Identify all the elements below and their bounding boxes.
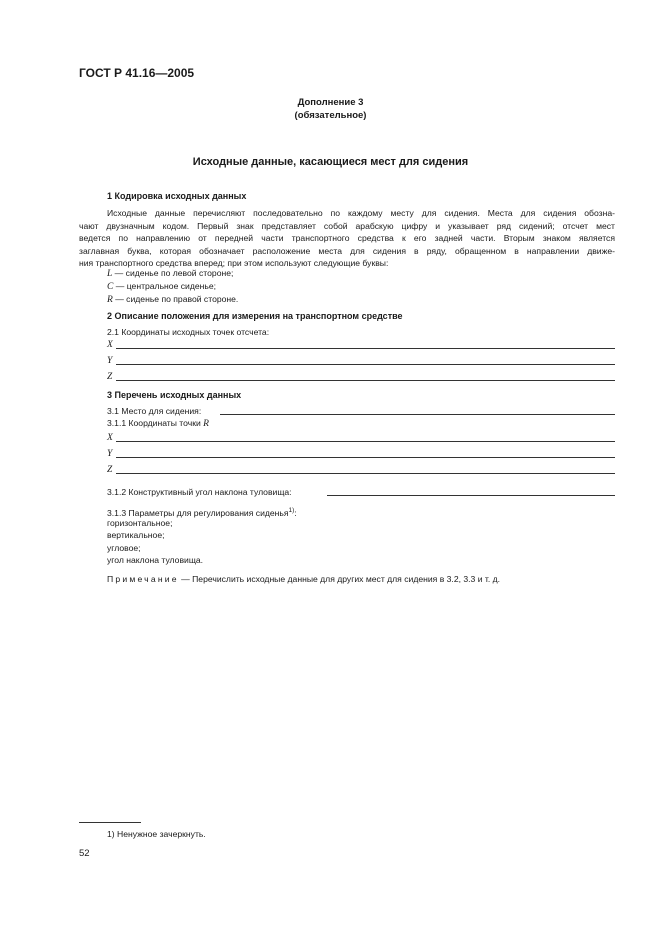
section2-heading: 2 Описание положения для измерения на транспортном средстве [107,311,403,321]
footnote: 1) Ненужное зачеркнуть. [107,829,206,839]
page-number: 52 [79,848,90,859]
paragraph-line: ведется по направлению от передней части транспортного средства к его задней части. Вторым знаком является [79,233,615,244]
letter-code: L [107,269,113,279]
item-adjustment-params: 3.1.3 Параметры для регулирования сиденья$^{1)}$: [107,507,297,518]
letter-description: — центральное сиденье; [113,281,217,291]
item-seat-place: 3.1 Место для сидения: [107,406,202,416]
axis-label-z: Z [107,465,113,475]
fill-line-y[interactable] [116,457,615,458]
paragraph-continuation [79,220,615,270]
letter-code-row [107,280,216,294]
note [107,573,500,586]
paragraph-line: Исходные данные перечисляют последовательно по каждому месту для сидения. Места для сидения обозна- [107,208,615,218]
adjustment-item: горизонтальное; [107,518,173,528]
point-r-label: R [203,419,209,429]
fill-line-x[interactable] [116,441,615,442]
footnote-divider [79,822,141,823]
axis-label-y: Y [107,356,113,366]
axis-label-z: Z [107,372,113,382]
annex-status: (обязательное) [294,110,367,121]
page-title: Исходные данные, касающиеся мест для сидения [192,156,469,168]
adjustment-item: угловое; [107,543,141,553]
section1-heading: 1 Кодировка исходных данных [107,191,247,201]
fill-line-z[interactable] [116,473,615,474]
letter-description: — сиденье по правой стороне. [112,294,239,304]
document-header: ГОСТ Р 41.16—2005 [79,66,195,80]
paragraph-line: заглавная буква, которая обозначает расположение места для сидения в ряду, обращенном в направлении движе- [79,245,615,256]
note-text: — Перечислить исходные данные для других мест для сидения в 3.2, 3.3 и т. д. [178,574,501,584]
fill-line-y[interactable] [116,364,615,365]
fill-line-z[interactable] [116,380,615,381]
footnote-ref[interactable]: 1) [288,507,295,514]
axis-label-x: X [107,433,113,443]
section2-item: 2.1 Координаты исходных точек отсчета: [107,327,270,337]
paragraph-line: чают двузначным кодом. Первый знак представляет собой арабскую цифру и указывает ряд сидений; отсчет мест [79,220,615,231]
section1-paragraph [107,207,615,220]
fill-line-x[interactable] [116,348,615,349]
fill-line-seat-place[interactable] [220,414,615,415]
letter-code: R [107,295,113,305]
section3-heading: 3 Перечень исходных данных [107,390,242,400]
letter-code-row [107,293,238,307]
annex-block [0,96,661,122]
axis-label-y: Y [107,449,113,459]
axis-label-x: X [107,340,113,350]
note-label: Примечание [107,574,179,584]
fill-line-torso-angle[interactable] [327,495,615,496]
item-point-coordinates: 3.1.1 Координаты точки R [107,418,209,429]
paragraph-line: ния транспортного средства вперед; при этом используют следующие буквы: [79,258,389,269]
adjustment-item: вертикальное; [107,530,165,540]
letter-code-row [107,267,233,281]
letter-description: — сиденье по левой стороне; [112,268,234,278]
adjustment-item: угол наклона туловища. [107,555,204,565]
item-torso-angle: 3.1.2 Конструктивный угол наклона туловища: [107,487,292,497]
letter-code: C [107,282,114,292]
annex-title: Дополнение 3 [297,97,364,108]
